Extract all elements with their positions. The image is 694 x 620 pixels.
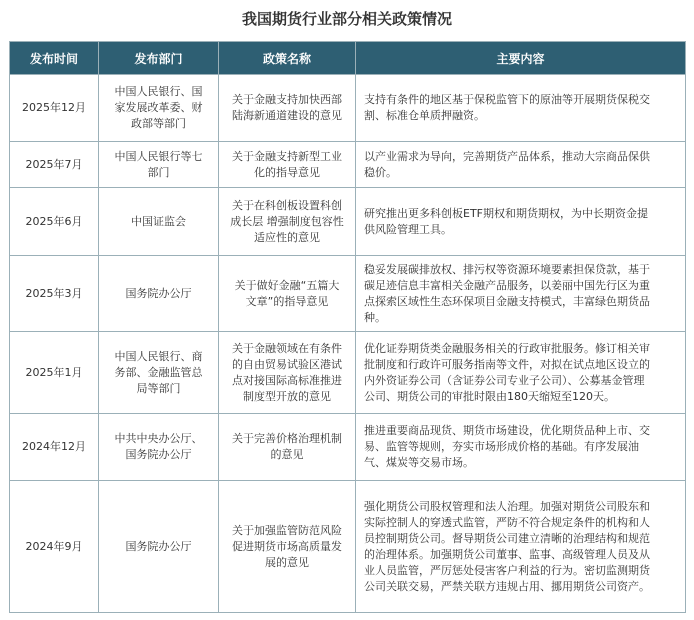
cell-department: 国务院办公厅 bbox=[99, 481, 219, 613]
column-header-main-content: 主要内容 bbox=[356, 42, 686, 75]
cell-policy-name: 关于金融领域在有条件 的自由贸易试验区港试 点对接国际高标准推进 制度型开放的意见 bbox=[219, 332, 356, 414]
cell-policy-name: 关于加强监管防范风险 促进期货市场高质量发 展的意见 bbox=[219, 481, 356, 613]
cell-main-content: 研究推出更多科创板ETF期权和期货期权，为中长期资金提 供风险管理工具。 bbox=[356, 188, 686, 256]
cell-department: 中共中央办公厅、 国务院办公厅 bbox=[99, 414, 219, 481]
cell-department: 中国证监会 bbox=[99, 188, 219, 256]
cell-policy-name: 关于金融支持新型工业 化的指导意见 bbox=[219, 142, 356, 188]
page-title: 我国期货行业部分相关政策情况 bbox=[241, 10, 452, 28]
table-row bbox=[10, 414, 686, 481]
cell-date: 2024年9月 bbox=[10, 481, 99, 613]
table-row bbox=[10, 481, 686, 613]
policy-table bbox=[9, 41, 686, 613]
table-row bbox=[10, 256, 686, 332]
column-header-policy-name: 政策名称 bbox=[219, 42, 356, 75]
cell-main-content: 稳妥发展碳排放权、排污权等资源环境要素担保贷款，基于 碳足迹信息丰富相关金融产品服务，以姜丽中国先行区为重 点探索区域性生态环保项目金融支持模式，丰富绿色期货品 种。 bbox=[356, 256, 686, 332]
cell-main-content: 推进重要商品现货、期货市场建设，优化期货品种上市、交 易、监管等规则，夯实市场形成价格的基础。有序发展油 气、煤炭等交易市场。 bbox=[356, 414, 686, 481]
table-row bbox=[10, 75, 686, 142]
cell-main-content: 支持有条件的地区基于保税监管下的原油等开展期货保税交 割、标准仓单质押融资。 bbox=[356, 75, 686, 142]
table-row bbox=[10, 142, 686, 188]
cell-date: 2025年1月 bbox=[10, 332, 99, 414]
column-header-date: 发布时间 bbox=[10, 42, 99, 75]
cell-main-content: 优化证券期货类金融服务相关的行政审批服务。修订相关审 批制度和行政许可服务指南等文件，对拟在试点地区设立的 内外资证券公司（含证券公司专业子公司）、公募基金管理 公司、期货公司的审批时限由180天缩短至120天。 bbox=[356, 332, 686, 414]
cell-main-content: 强化期货公司股权管理和法人治理。加强对期货公司股东和 实际控制人的穿透式监管，严防不符合规定条件的机构和人 员控制期货公司。督导期货公司建立清晰的治理结构和规范 的治理体系。加强期货公司董事、监事、高级管理人员及从 业人员监管，严厉惩处侵害客户利益的行为。密切监测期货 公司关联交易，严禁关联方违规占用、挪用期货公司资产。 bbox=[356, 481, 686, 613]
cell-policy-name: 关于完善价格治理机制 的意见 bbox=[219, 414, 356, 481]
cell-department: 国务院办公厅 bbox=[99, 256, 219, 332]
cell-date: 2025年12月 bbox=[10, 75, 99, 142]
cell-date: 2025年7月 bbox=[10, 142, 99, 188]
cell-date: 2024年12月 bbox=[10, 414, 99, 481]
cell-department: 中国人民银行、国 家发展改革委、财 政部等部门 bbox=[99, 75, 219, 142]
table-row bbox=[10, 332, 686, 414]
cell-date: 2025年3月 bbox=[10, 256, 99, 332]
table-header-row bbox=[10, 42, 686, 75]
cell-department: 中国人民银行、商 务部、金融监管总 局等部门 bbox=[99, 332, 219, 414]
cell-date: 2025年6月 bbox=[10, 188, 99, 256]
cell-main-content: 以产业需求为导向，完善期货产品体系，推动大宗商品保供 稳价。 bbox=[356, 142, 686, 188]
column-header-department: 发布部门 bbox=[99, 42, 219, 75]
table-row bbox=[10, 188, 686, 256]
cell-department: 中国人民银行等七 部门 bbox=[99, 142, 219, 188]
cell-policy-name: 关于金融支持加快西部 陆海新通道建设的意见 bbox=[219, 75, 356, 142]
cell-policy-name: 关于做好金融“五篇大 文章”的指导意见 bbox=[219, 256, 356, 332]
cell-policy-name: 关于在科创板设置科创 成长层 增强制度包容性 适应性的意见 bbox=[219, 188, 356, 256]
